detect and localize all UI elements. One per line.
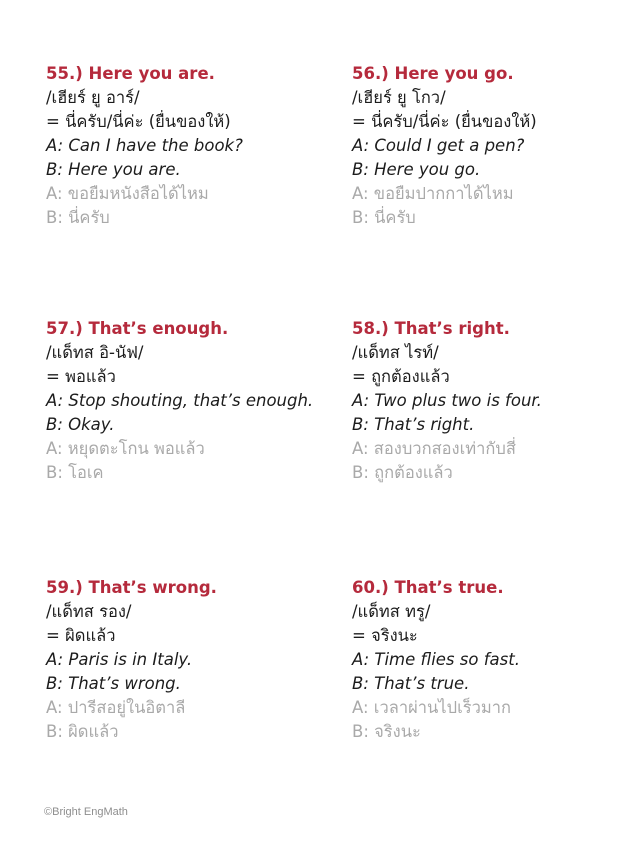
translation-line-a: A: ขอยืมปากกาได้ไหม (352, 184, 514, 203)
translation-line-b: B: นี่ครับ (352, 208, 416, 227)
example-line-a: A: Time flies so fast. (352, 650, 520, 669)
pronunciation: /แด็ทส ทรู/ (352, 602, 431, 621)
translation-line-a: A: เวลาผ่านไปเร็วมาก (352, 698, 511, 717)
example-line-b: B: That’s wrong. (46, 674, 181, 693)
phrase-card-60 (352, 576, 640, 744)
translation-line-b: B: จริงนะ (352, 722, 421, 741)
example-line-b: B: Here you go. (352, 160, 481, 179)
example-line-a: A: Paris is in Italy. (46, 650, 193, 669)
example-line-a: A: Can I have the book? (46, 136, 243, 155)
pronunciation: /แด็ทส ไรท์/ (352, 343, 439, 362)
phrase-card-59 (46, 576, 336, 744)
example-line-a: A: Two plus two is four. (352, 391, 542, 410)
translation-line-a: A: ขอยืมหนังสือได้ไหม (46, 184, 209, 203)
meaning: = พอแล้ว (46, 367, 116, 386)
example-line-a: A: Could I get a pen? (352, 136, 525, 155)
translation-line-b: B: ถูกต้องแล้ว (352, 463, 453, 482)
translation-line-b: B: โอเค (46, 463, 104, 482)
translation-line-a: A: ปารีสอยู่ในอิตาลี (46, 698, 186, 717)
meaning: = จริงนะ (352, 626, 418, 645)
phrase-card-57 (46, 317, 336, 485)
meaning: = ผิดแล้ว (46, 626, 116, 645)
translation-line-a: A: สองบวกสองเท่ากับสี่ (352, 439, 516, 458)
pronunciation: /เฮียร์ ยู อาร์/ (46, 88, 140, 107)
meaning: = นี่ครับ/นี่ค่ะ (ยื่นของให้) (352, 112, 537, 131)
phrase-title: 59.) That’s wrong. (46, 578, 217, 597)
phrase-title: 57.) That’s enough. (46, 319, 229, 338)
phrase-title: 56.) Here you go. (352, 64, 514, 83)
example-line-a: A: Stop shouting, that’s enough. (46, 391, 314, 410)
phrase-title: 60.) That’s true. (352, 578, 504, 597)
phrase-title: 55.) Here you are. (46, 64, 215, 83)
meaning: = ถูกต้องแล้ว (352, 367, 450, 386)
example-line-b: B: That’s right. (352, 415, 475, 434)
example-line-b: B: That’s true. (352, 674, 470, 693)
translation-line-b: B: ผิดแล้ว (46, 722, 119, 741)
translation-line-a: A: หยุดตะโกน พอแล้ว (46, 439, 205, 458)
meaning: = นี่ครับ/นี่ค่ะ (ยื่นของให้) (46, 112, 231, 131)
copyright-credit: ©Bright EngMath (44, 806, 128, 818)
phrase-card-56 (352, 62, 640, 230)
translation-line-b: B: นี่ครับ (46, 208, 110, 227)
pronunciation: /แด็ทส รอง/ (46, 602, 132, 621)
phrase-card-58 (352, 317, 640, 485)
pronunciation: /เฮียร์ ยู โกว/ (352, 88, 446, 107)
example-line-b: B: Okay. (46, 415, 115, 434)
example-line-b: B: Here you are. (46, 160, 181, 179)
phrase-card-55 (46, 62, 336, 230)
phrase-title: 58.) That’s right. (352, 319, 510, 338)
pronunciation: /แด็ทส อิ-นัฟ/ (46, 343, 144, 362)
